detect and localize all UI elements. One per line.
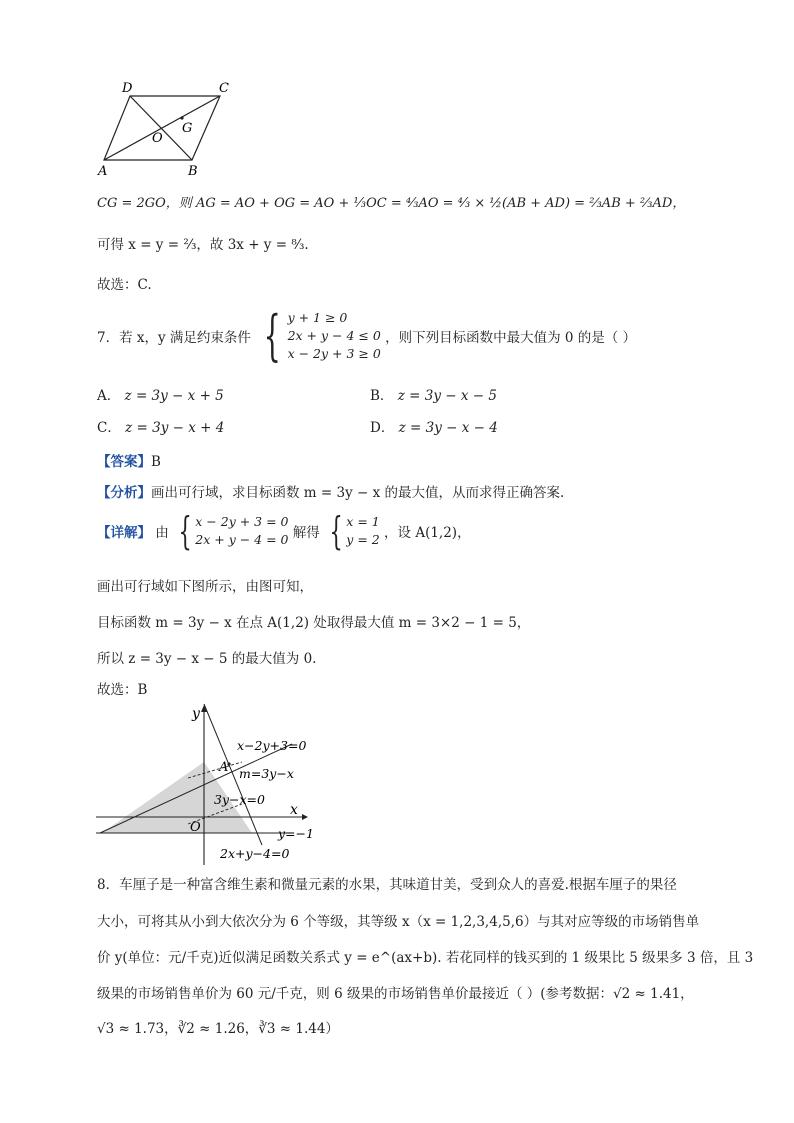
line-label-1: x−2y+3=0	[237, 738, 307, 753]
analysis-tag: 【分析】	[97, 485, 151, 501]
detail-system-1	[173, 509, 289, 553]
option-A	[97, 384, 224, 404]
question8-line-5: √3 ≈ 1.73，∛2 ≈ 1.26，∛3 ≈ 1.44）	[97, 1021, 339, 1037]
brace: {	[329, 509, 343, 553]
detail-line	[97, 509, 471, 553]
line-label-4: y=−1	[278, 826, 314, 841]
detail-eq-1: x − 2y + 3 = 0	[195, 514, 289, 529]
option-A-label: A．	[97, 388, 121, 404]
detail-tag: 【详解】	[97, 525, 151, 541]
line-label-2: m=3y−x	[239, 766, 294, 781]
question8-line-3: 价 y(单位：元/千克)近似满足函数关系式 y = e^(ax+b). 若花同样的钱买到的 1 级果比 5 级果多 3 倍，且 3	[97, 950, 754, 966]
label-O: O	[152, 131, 163, 146]
option-A-text: z = 3y − x + 5	[124, 388, 224, 404]
answer-line	[97, 450, 161, 470]
question8-line-1: 8．车厘子是一种富含维生素和微量元素的水果，其味道甘美，受到众人的喜爱.根据车厘子的果径	[97, 877, 677, 893]
question7-stem-suffix: ，则下列目标函数中最大值为 0 的是（ ）	[385, 330, 637, 346]
constraint-2: 2x + y − 4 ≤ 0	[287, 328, 381, 343]
detail-post: ，设 A(1,2)，	[384, 525, 471, 541]
solution6-line1	[97, 192, 685, 211]
solution6-line3: 故选：C.	[97, 277, 152, 293]
brace: {	[178, 509, 192, 553]
option-C-text: z = 3y − x + 4	[125, 420, 225, 436]
answer-value: B	[151, 454, 161, 470]
label-B: B	[188, 164, 198, 179]
parallelogram-figure	[92, 80, 242, 180]
max-line: 目标函数 m = 3y − x 在点 A(1,2) 处取得最大值 m = 3×2 − 1 = 5，	[97, 615, 531, 631]
origin-label: O	[190, 820, 201, 835]
detail-system-2	[324, 509, 380, 553]
answer-tag: 【答案】	[97, 454, 151, 470]
question8-line-2: 大小，可将其从小到大依次分为 6 个等级，其等级 x（x = 1,2,3,4,5,6）与其对应等级的市场销售单	[97, 914, 700, 930]
solution6-vector-expression: AG = AO + OG = AO + ⅓OC = ⁴⁄₃AO = ⁴⁄₃ × ½(AB + AD) = ⅔AB + ⅔AD，	[195, 196, 686, 211]
option-B-text: z = 3y − x − 5	[397, 388, 497, 404]
constraint-system	[255, 304, 381, 367]
question7-stem	[97, 304, 637, 367]
option-B	[370, 384, 497, 404]
label-A: A	[98, 164, 108, 179]
detail-eq-2: 2x + y − 4 = 0	[195, 532, 289, 547]
feasible-line: 画出可行域如下图所示，由图可知，	[97, 579, 313, 595]
line-label-3: 3y−x=0	[214, 792, 265, 807]
label-D: D	[122, 81, 133, 96]
solution6-line2: 可得 x = y = ⅔，故 3x + y = ⁸⁄₃.	[97, 237, 309, 253]
constraint-3: x − 2y + 3 ≥ 0	[287, 346, 381, 361]
axis-label-x: x	[290, 802, 298, 818]
analysis-text: 画出可行域，求目标函数 m = 3y − x 的最大值，从而求得正确答案.	[151, 485, 565, 501]
solution6-line1-start: CG = 2GO，则	[97, 196, 192, 211]
axis-label-y: y	[192, 706, 200, 722]
question7-stem-prefix: 7．若 x，y 满足约束条件	[97, 330, 251, 346]
detail-pre: 由	[155, 525, 169, 541]
detail-sol-1: x = 1	[346, 514, 380, 529]
option-D-label: D．	[370, 420, 395, 436]
conclusion-line: 所以 z = 3y − x − 5 的最大值为 0.	[97, 651, 317, 667]
label-C: C	[219, 81, 229, 96]
brace: {	[263, 304, 281, 367]
option-D-text: z = 3y − x − 4	[398, 420, 498, 436]
option-B-label: B．	[370, 388, 394, 404]
line-label-5: 2x+y−4=0	[220, 846, 290, 861]
question8-line-4: 级果的市场销售单价为 60 元/千克，则 6 级果的市场销售单价最接近（ ）(参考数据：√2 ≈ 1.41，	[97, 986, 694, 1002]
choice-line: 故选：B	[97, 682, 148, 698]
feasible-region-graph	[92, 700, 322, 868]
option-D	[370, 416, 498, 436]
option-C	[97, 416, 224, 436]
option-C-label: C．	[97, 420, 121, 436]
label-G: G	[182, 121, 193, 136]
analysis-line	[97, 481, 564, 501]
detail-mid: 解得	[292, 525, 320, 541]
constraint-1: y + 1 ≥ 0	[287, 310, 348, 325]
point-A-label: A	[219, 760, 229, 775]
detail-sol-2: y = 2	[346, 532, 380, 547]
